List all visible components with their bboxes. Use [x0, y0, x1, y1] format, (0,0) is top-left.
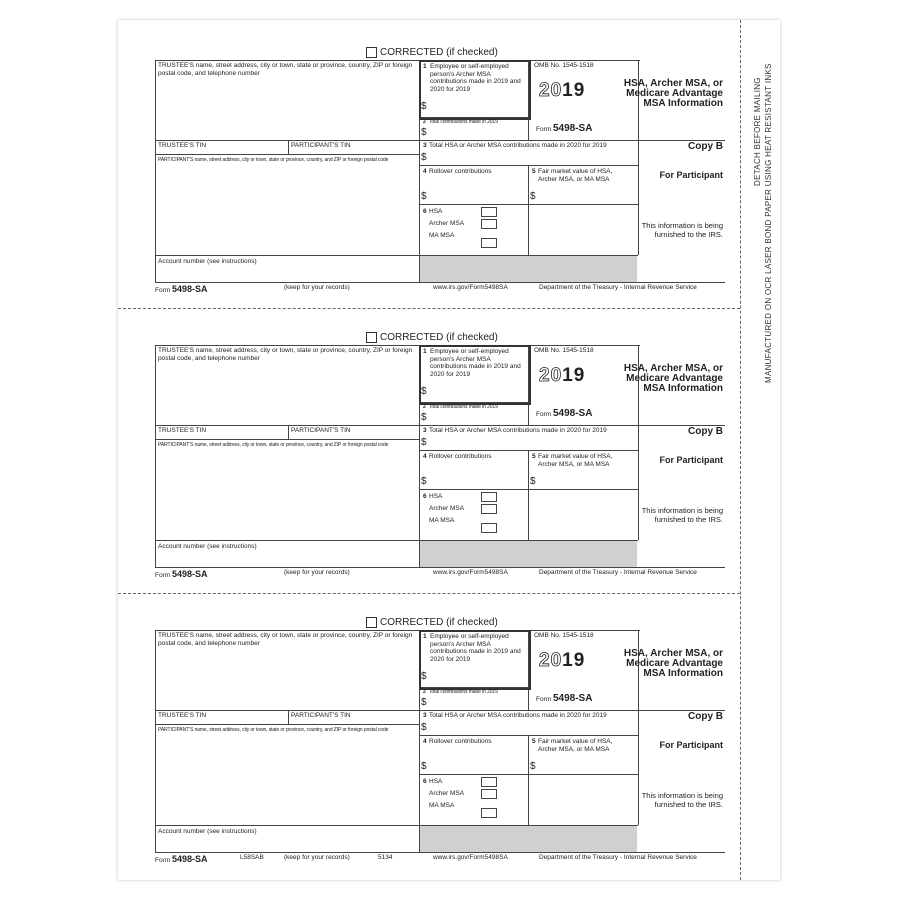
account-label: Account number (see instructions)	[158, 258, 257, 265]
for-participant-label: For Participant	[659, 740, 723, 750]
keep-records-note: (keep for your records)	[284, 284, 350, 291]
box2-number: 2	[423, 689, 426, 695]
trustee-field[interactable]	[158, 361, 416, 423]
paper-note: MANUFACTURED ON OCR LASER BOND PAPER USING HEAT RESISTANT INKS	[764, 63, 773, 383]
box1-dollar: $	[421, 386, 427, 397]
grid-tin-divider	[288, 710, 289, 725]
box1-number: 1	[423, 63, 427, 70]
for-participant-label: For Participant	[659, 455, 723, 465]
tax-year	[539, 650, 585, 672]
box1-dollar: $	[421, 101, 427, 112]
box6-number: 6	[423, 778, 427, 785]
box1-label: Employee or self-employed person's Archer MSA contributions made in 2019 and 2020 for 2019	[430, 633, 521, 663]
grid-row-1	[155, 140, 640, 141]
grid-tin-divider	[288, 425, 289, 440]
trustee-label: TRUSTEE'S name, street address, city or town, state or province, country, ZIP or foreign postal code, and telephone number	[158, 62, 413, 77]
form-copy-1	[0, 20, 900, 305]
box1-field[interactable]	[430, 670, 524, 684]
keep-records-note: (keep for your records)	[284, 569, 350, 576]
hsa-label: HSA	[429, 493, 443, 500]
box4-number: 4	[423, 453, 427, 460]
grid-tin-row	[155, 439, 419, 440]
box1-field[interactable]	[430, 100, 524, 114]
box3-label: Total HSA or Archer MSA contributions made in 2020 for 2019	[429, 427, 607, 434]
corrected-label: CORRECTED (if checked)	[380, 47, 498, 58]
ma-msa-checkbox[interactable]	[481, 238, 497, 248]
box4-number: 4	[423, 168, 427, 175]
grid-account-row	[155, 255, 419, 256]
box4-dollar: $	[421, 476, 427, 487]
ma-msa-label: MA MSA	[429, 517, 455, 524]
corrected-checkbox[interactable]	[366, 617, 377, 628]
grid-box5-left	[528, 735, 529, 825]
box3-field[interactable]	[430, 151, 635, 164]
box2-field[interactable]	[430, 126, 524, 139]
archer-msa-checkbox[interactable]	[481, 504, 497, 514]
box4-number: 4	[423, 738, 427, 745]
box4-field[interactable]	[430, 473, 525, 488]
year-prefix: 20	[539, 80, 563, 101]
box3-dollar: $	[421, 437, 427, 448]
participant-field[interactable]	[158, 450, 416, 538]
trustee-label: TRUSTEE'S name, street address, city or town, state or province, country, ZIP or foreign postal code, and telephone number	[158, 632, 413, 647]
box2-dollar: $	[421, 697, 427, 708]
hsa-checkbox[interactable]	[481, 777, 497, 787]
form-title: HSA, Archer MSA, or Medicare Advantage MSA Information	[623, 648, 723, 679]
box2-label: Total contributions made in 2019	[429, 119, 498, 125]
omb-number: OMB No. 1545-1518	[534, 62, 594, 69]
corrected-checkbox-row[interactable]	[366, 617, 498, 628]
grid-box5-left	[528, 450, 529, 540]
box2-field[interactable]	[430, 411, 524, 424]
archer-msa-checkbox[interactable]	[481, 789, 497, 799]
form-number-footer: Form 5498-SA	[155, 284, 208, 294]
grid-bottom	[155, 282, 725, 283]
hsa-checkbox[interactable]	[481, 207, 497, 217]
box4-dollar: $	[421, 761, 427, 772]
grid-tin-row	[155, 724, 419, 725]
box3-number: 3	[423, 427, 427, 434]
box2-number: 2	[423, 404, 426, 410]
irs-url[interactable]: www.irs.gov/Form5498SA	[433, 854, 508, 861]
grid-bottom	[155, 567, 725, 568]
form-code: L58SAB	[240, 854, 264, 861]
corrected-checkbox[interactable]	[366, 332, 377, 343]
for-participant-label: For Participant	[659, 170, 723, 180]
account-label: Account number (see instructions)	[158, 828, 257, 835]
account-field[interactable]	[158, 551, 416, 565]
box1-label: Employee or self-employed person's Archer MSA contributions made in 2019 and 2020 for 2019	[430, 63, 521, 93]
copy-label: Copy B	[688, 426, 723, 437]
grid-top	[155, 630, 640, 631]
participant-tin-label: PARTICIPANT'S TIN	[291, 427, 351, 434]
hsa-checkbox[interactable]	[481, 492, 497, 502]
box2-number: 2	[423, 119, 426, 125]
copy-label: Copy B	[688, 711, 723, 722]
form-copy-3	[0, 590, 900, 875]
form-copy-2	[0, 305, 900, 590]
furnished-note: This information is being furnished to the IRS.	[641, 791, 723, 809]
keep-records-note: (keep for your records)	[284, 854, 350, 861]
box4-label: Rollover contributions	[429, 453, 492, 460]
grid-box5-left	[528, 165, 529, 255]
account-field[interactable]	[158, 266, 416, 280]
participant-field[interactable]	[158, 165, 416, 253]
box5-dollar: $	[530, 476, 536, 487]
box6-number: 6	[423, 208, 427, 215]
grid-left	[155, 630, 156, 852]
archer-msa-label: Archer MSA	[429, 220, 465, 227]
participant-field[interactable]	[158, 735, 416, 823]
box3-number: 3	[423, 712, 427, 719]
account-field[interactable]	[158, 836, 416, 850]
hsa-label: HSA	[429, 208, 443, 215]
ma-msa-label: MA MSA	[429, 232, 455, 239]
box5-number: 5	[532, 453, 536, 460]
participant-label: PARTICIPANT'S name, street address, city or town, state or province, country, and ZIP or foreign postal code	[158, 442, 389, 448]
department-label: Department of the Treasury - Internal Revenue Service	[539, 569, 697, 576]
box6-number: 6	[423, 493, 427, 500]
form-title: HSA, Archer MSA, or Medicare Advantage MSA Information	[623, 363, 723, 394]
box4-label: Rollover contributions	[429, 738, 492, 745]
year-prefix: 20	[539, 365, 563, 386]
grid-bottom	[155, 852, 725, 853]
year-suffix: 19	[562, 80, 586, 101]
ma-msa-checkbox[interactable]	[481, 808, 497, 818]
box1-number: 1	[423, 348, 427, 355]
hsa-label: HSA	[429, 778, 443, 785]
box1-number: 1	[423, 633, 427, 640]
tax-year	[539, 365, 585, 387]
grid-account-row	[155, 540, 419, 541]
box3-label: Total HSA or Archer MSA contributions made in 2020 for 2019	[429, 142, 607, 149]
tax-year	[539, 80, 585, 102]
year-suffix: 19	[562, 650, 586, 671]
box4-label: Rollover contributions	[429, 168, 492, 175]
archer-msa-label: Archer MSA	[429, 790, 465, 797]
trustee-label: TRUSTEE'S name, street address, city or town, state or province, country, ZIP or foreign postal code, and telephone number	[158, 347, 413, 362]
corrected-label: CORRECTED (if checked)	[380, 332, 498, 343]
box4-field[interactable]	[430, 758, 525, 773]
corrected-checkbox-row[interactable]	[366, 332, 498, 343]
grid-tin-row	[155, 154, 419, 155]
omb-number: OMB No. 1545-1518	[534, 632, 594, 639]
box1-dollar: $	[421, 671, 427, 682]
box5-field[interactable]	[539, 473, 635, 488]
participant-tin-label: PARTICIPANT'S TIN	[291, 712, 351, 719]
box2-dollar: $	[421, 412, 427, 423]
form-title: HSA, Archer MSA, or Medicare Advantage MSA Information	[623, 78, 723, 109]
box3-field[interactable]	[430, 436, 635, 449]
trustee-tin-label: TRUSTEE'S TIN	[158, 427, 207, 434]
box5-field[interactable]	[539, 758, 635, 773]
form-number-top: Form 5498-SA	[536, 408, 593, 419]
participant-label: PARTICIPANT'S name, street address, city or town, state or province, country, and ZIP or foreign postal code	[158, 727, 389, 733]
box5-dollar: $	[530, 761, 536, 772]
grid-tin-divider	[288, 140, 289, 155]
ma-msa-checkbox[interactable]	[481, 523, 497, 533]
box3-number: 3	[423, 142, 427, 149]
archer-msa-checkbox[interactable]	[481, 219, 497, 229]
corrected-checkbox[interactable]	[366, 47, 377, 58]
box3-dollar: $	[421, 152, 427, 163]
irs-url[interactable]: www.irs.gov/Form5498SA	[433, 284, 508, 291]
copy-label: Copy B	[688, 141, 723, 152]
box2-field[interactable]	[430, 696, 524, 709]
box5-field[interactable]	[539, 188, 635, 203]
box5-label: Fair market value of HSA, Archer MSA, or MA MSA	[538, 738, 613, 753]
furnished-note: This information is being furnished to the IRS.	[641, 506, 723, 524]
box2-label: Total contributions made in 2019	[429, 404, 498, 410]
participant-tin-label: PARTICIPANT'S TIN	[291, 142, 351, 149]
box1-label: Employee or self-employed person's Archer MSA contributions made in 2019 and 2020 for 2019	[430, 348, 521, 378]
corrected-checkbox-row[interactable]	[366, 47, 498, 58]
omb-number: OMB No. 1545-1518	[534, 347, 594, 354]
trustee-tin-label: TRUSTEE'S TIN	[158, 142, 207, 149]
detach-note: DETACH BEFORE MAILING	[753, 77, 762, 186]
box5-dollar: $	[530, 191, 536, 202]
box2-label: Total contributions made in 2019	[429, 689, 498, 695]
shaded-area	[420, 541, 637, 567]
trustee-field[interactable]	[158, 76, 416, 138]
grid-row-1	[155, 425, 640, 426]
grid-top	[155, 345, 640, 346]
box3-dollar: $	[421, 722, 427, 733]
box5-label: Fair market value of HSA, Archer MSA, or MA MSA	[538, 453, 613, 468]
year-prefix: 20	[539, 650, 563, 671]
grid-left	[155, 60, 156, 282]
grid-account-row	[155, 825, 419, 826]
box3-field[interactable]	[430, 721, 635, 734]
grid-top	[155, 60, 640, 61]
archer-msa-label: Archer MSA	[429, 505, 465, 512]
participant-label: PARTICIPANT'S name, street address, city or town, state or province, country, and ZIP or foreign postal code	[158, 157, 389, 163]
corrected-label: CORRECTED (if checked)	[380, 617, 498, 628]
form-catalog-number: 5134	[378, 854, 393, 861]
box4-field[interactable]	[430, 188, 525, 203]
box5-number: 5	[532, 738, 536, 745]
box4-dollar: $	[421, 191, 427, 202]
account-label: Account number (see instructions)	[158, 543, 257, 550]
box5-label: Fair market value of HSA, Archer MSA, or MA MSA	[538, 168, 613, 183]
shaded-area	[420, 826, 637, 852]
trustee-tin-label: TRUSTEE'S TIN	[158, 712, 207, 719]
box3-label: Total HSA or Archer MSA contributions made in 2020 for 2019	[429, 712, 607, 719]
grid-left	[155, 345, 156, 567]
department-label: Department of the Treasury - Internal Revenue Service	[539, 284, 697, 291]
ma-msa-label: MA MSA	[429, 802, 455, 809]
box5-number: 5	[532, 168, 536, 175]
box2-dollar: $	[421, 127, 427, 138]
trustee-field[interactable]	[158, 646, 416, 708]
form-number-footer: Form 5498-SA	[155, 569, 208, 579]
form-number-footer: Form 5498-SA	[155, 854, 208, 864]
year-suffix: 19	[562, 365, 586, 386]
furnished-note: This information is being furnished to the IRS.	[641, 221, 723, 239]
shaded-area	[420, 256, 637, 282]
form-number-top: Form 5498-SA	[536, 693, 593, 704]
department-label: Department of the Treasury - Internal Revenue Service	[539, 854, 697, 861]
form-number-top: Form 5498-SA	[536, 123, 593, 134]
box1-field[interactable]	[430, 385, 524, 399]
irs-url[interactable]: www.irs.gov/Form5498SA	[433, 569, 508, 576]
grid-row-1	[155, 710, 640, 711]
